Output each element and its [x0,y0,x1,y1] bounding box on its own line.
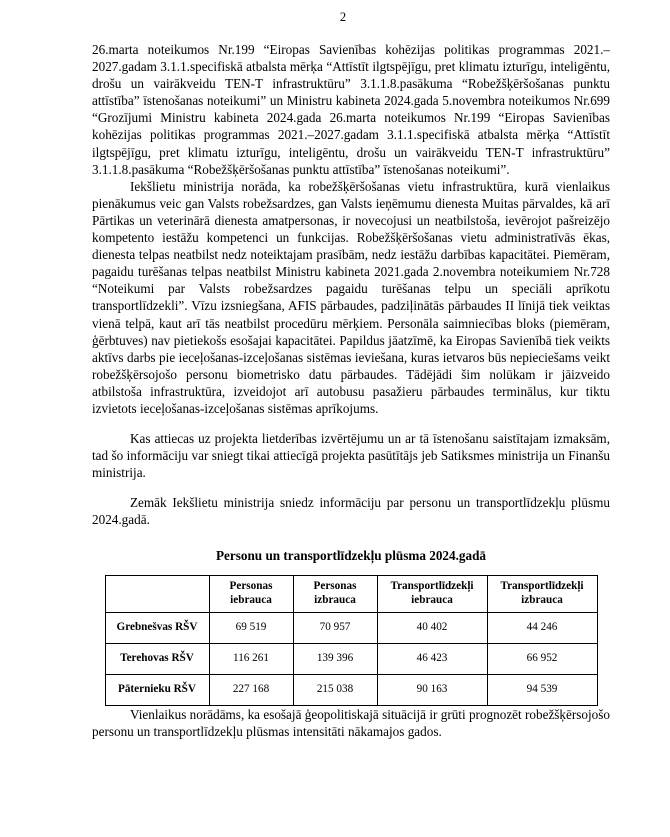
table-row-label: Terehovas RŠV [105,643,209,674]
table-header-row [105,575,597,612]
table-header-cell-4: Transportlīdzekļi izbrauca [487,575,597,612]
table-row-label: Pāternieku RŠV [105,674,209,705]
table-header-cell-0 [105,575,209,612]
table-cell: 139 396 [293,643,377,674]
table-cell: 44 246 [487,612,597,643]
table-cell: 69 519 [209,612,293,643]
table-cell: 116 261 [209,643,293,674]
table-cell: 94 539 [487,674,597,705]
paragraph-4: Zemāk Iekšlietu ministrija sniedz informāciju par personu un transportlīdzekļu plūsmu 2024.gadā. [92,495,610,528]
table-row [105,612,597,643]
closing-paragraph: Vienlaikus norādāms, ka esošajā ģeopolitiskajā situācijā ir grūti prognozēt robežšķērsojošo personu un transportlīdzekļu plūsmas intensitāti nākamajos gados. [92,706,610,739]
table-cell: 227 168 [209,674,293,705]
table-cell: 90 163 [377,674,487,705]
table-header-cell-3: Transportlīdzekļi iebrauca [377,575,487,612]
table-cell: 66 952 [487,643,597,674]
page-number: 2 [339,10,347,24]
table-header-cell-1: Personas iebrauca [209,575,293,612]
table-row-label: Grebnešvas RŠV [105,612,209,643]
table-title: Personu un transportlīdzekļu plūsma 2024.gadā [215,547,487,563]
table-row [105,674,597,705]
table-cell: 46 423 [377,643,487,674]
table-cell: 70 957 [293,612,377,643]
paragraph-3: Kas attiecas uz projekta lietderības izvērtējumu un ar tā īstenošanu saistītajam izmaksām, tad šo informāciju var sniegt tikai attiecīgā projekta pasūtītājs jeb Satiksmes ministrija un Finanšu ministrija. [92,431,610,481]
paragraph-1: 26.marta noteikumos Nr.199 “Eiropas Savienības kohēzijas politikas programmas 2021.–2027.gadam 3.1.1.specifiskā atbalsta mērķa “Attīstīt ilgtspējīgu, pret klimatu izturīgu, inteligēntu, drošu un vairākveidu TEN-T infrastruktūru” 3.1.1.8.pasākuma “Robežšķēršošanas punktu attīstība” īstenošanas noteikumi” un Ministru kabineta 2024.gada 5.novembra noteikumos Nr.699 “Grozījumi Ministru kabineta 2024.gada 26.marta noteikumos Nr.199 “Eiropas Savienības kohēzijas politikas programmas 2021.–2027.gadam 3.1.1.specifiskā atbalsta mērķa “Attīstīt ilgtspējīgu, pret klimatu izturīgu, inteligēntu, drošu un vairākveidu TEN-T infrastruktūru” 3.1.1.8.pasākuma “Robežšķēršošanas punktu attīstība” īstenošanas noteikumi”. [92,42,610,177]
flow-statistics-table [105,575,598,706]
table-row [105,643,597,674]
table-header-cell-2: Personas izbrauca [293,575,377,612]
table-cell: 40 402 [377,612,487,643]
paragraph-2: Iekšlietu ministrija norāda, ka robežšķēršošanas vietu infrastruktūra, kurā vienlaikus pienākumus veic gan Valsts robežsardzes, gan Valsts ieņēmumu dienesta Muitas pārvaldes, kā arī Pārtikas un veterinārā dienesta amatpersonas, ir novecojusi un neatbilstoša, ievērojot pašreizējo kompetento iestāžu kompetenci un funkcijas. Robežšķēršošanas vietu administratīvās ēkas, dienesta telpas neatbilst nedz noteiktajam prasībām, nedz iestāžu darbības kapacitātei. Piemēram, pagaidu turēšanas telpas neatbilst Ministru kabineta 2021.gada 2.novembra noteikumiem Nr.728 “Noteikumi par Valsts robežsardzes pagaidu turēšanas telpu un speciāli aprīkotu transportlīdzekli”. Vīzu izsniegšana, AFIS pārbaudes, padziļinātās pārbaudes II līnijā tiek veiktas vienā telpā, kaut arī tās neatbilst procedūru mērķiem. Personāla saimniecības bloks (piemēram, ģērbtuves) nav pietiekošs esošajai kapacitātei. Papildus jāatzīmē, ka Eiropas Savienībā tiek veikts aktīvs darbs pie ieceļošanas-izceļošanas sistēmas ieviešana, kuras ietvaros būs nepieciešams veikt robežšķērsojošo personu biometrisko datu pārbaudes. Tādējādi šim nolūkam ir jāizveido atbilstoša infrastruktūra, izveidojot arī autobusu pasažieru pārbaudes terminālus, kur tiktu izvietots ieceļošanas-izceļošanas sistēmas aprīkojums. [92,178,610,416]
table-cell: 215 038 [293,674,377,705]
